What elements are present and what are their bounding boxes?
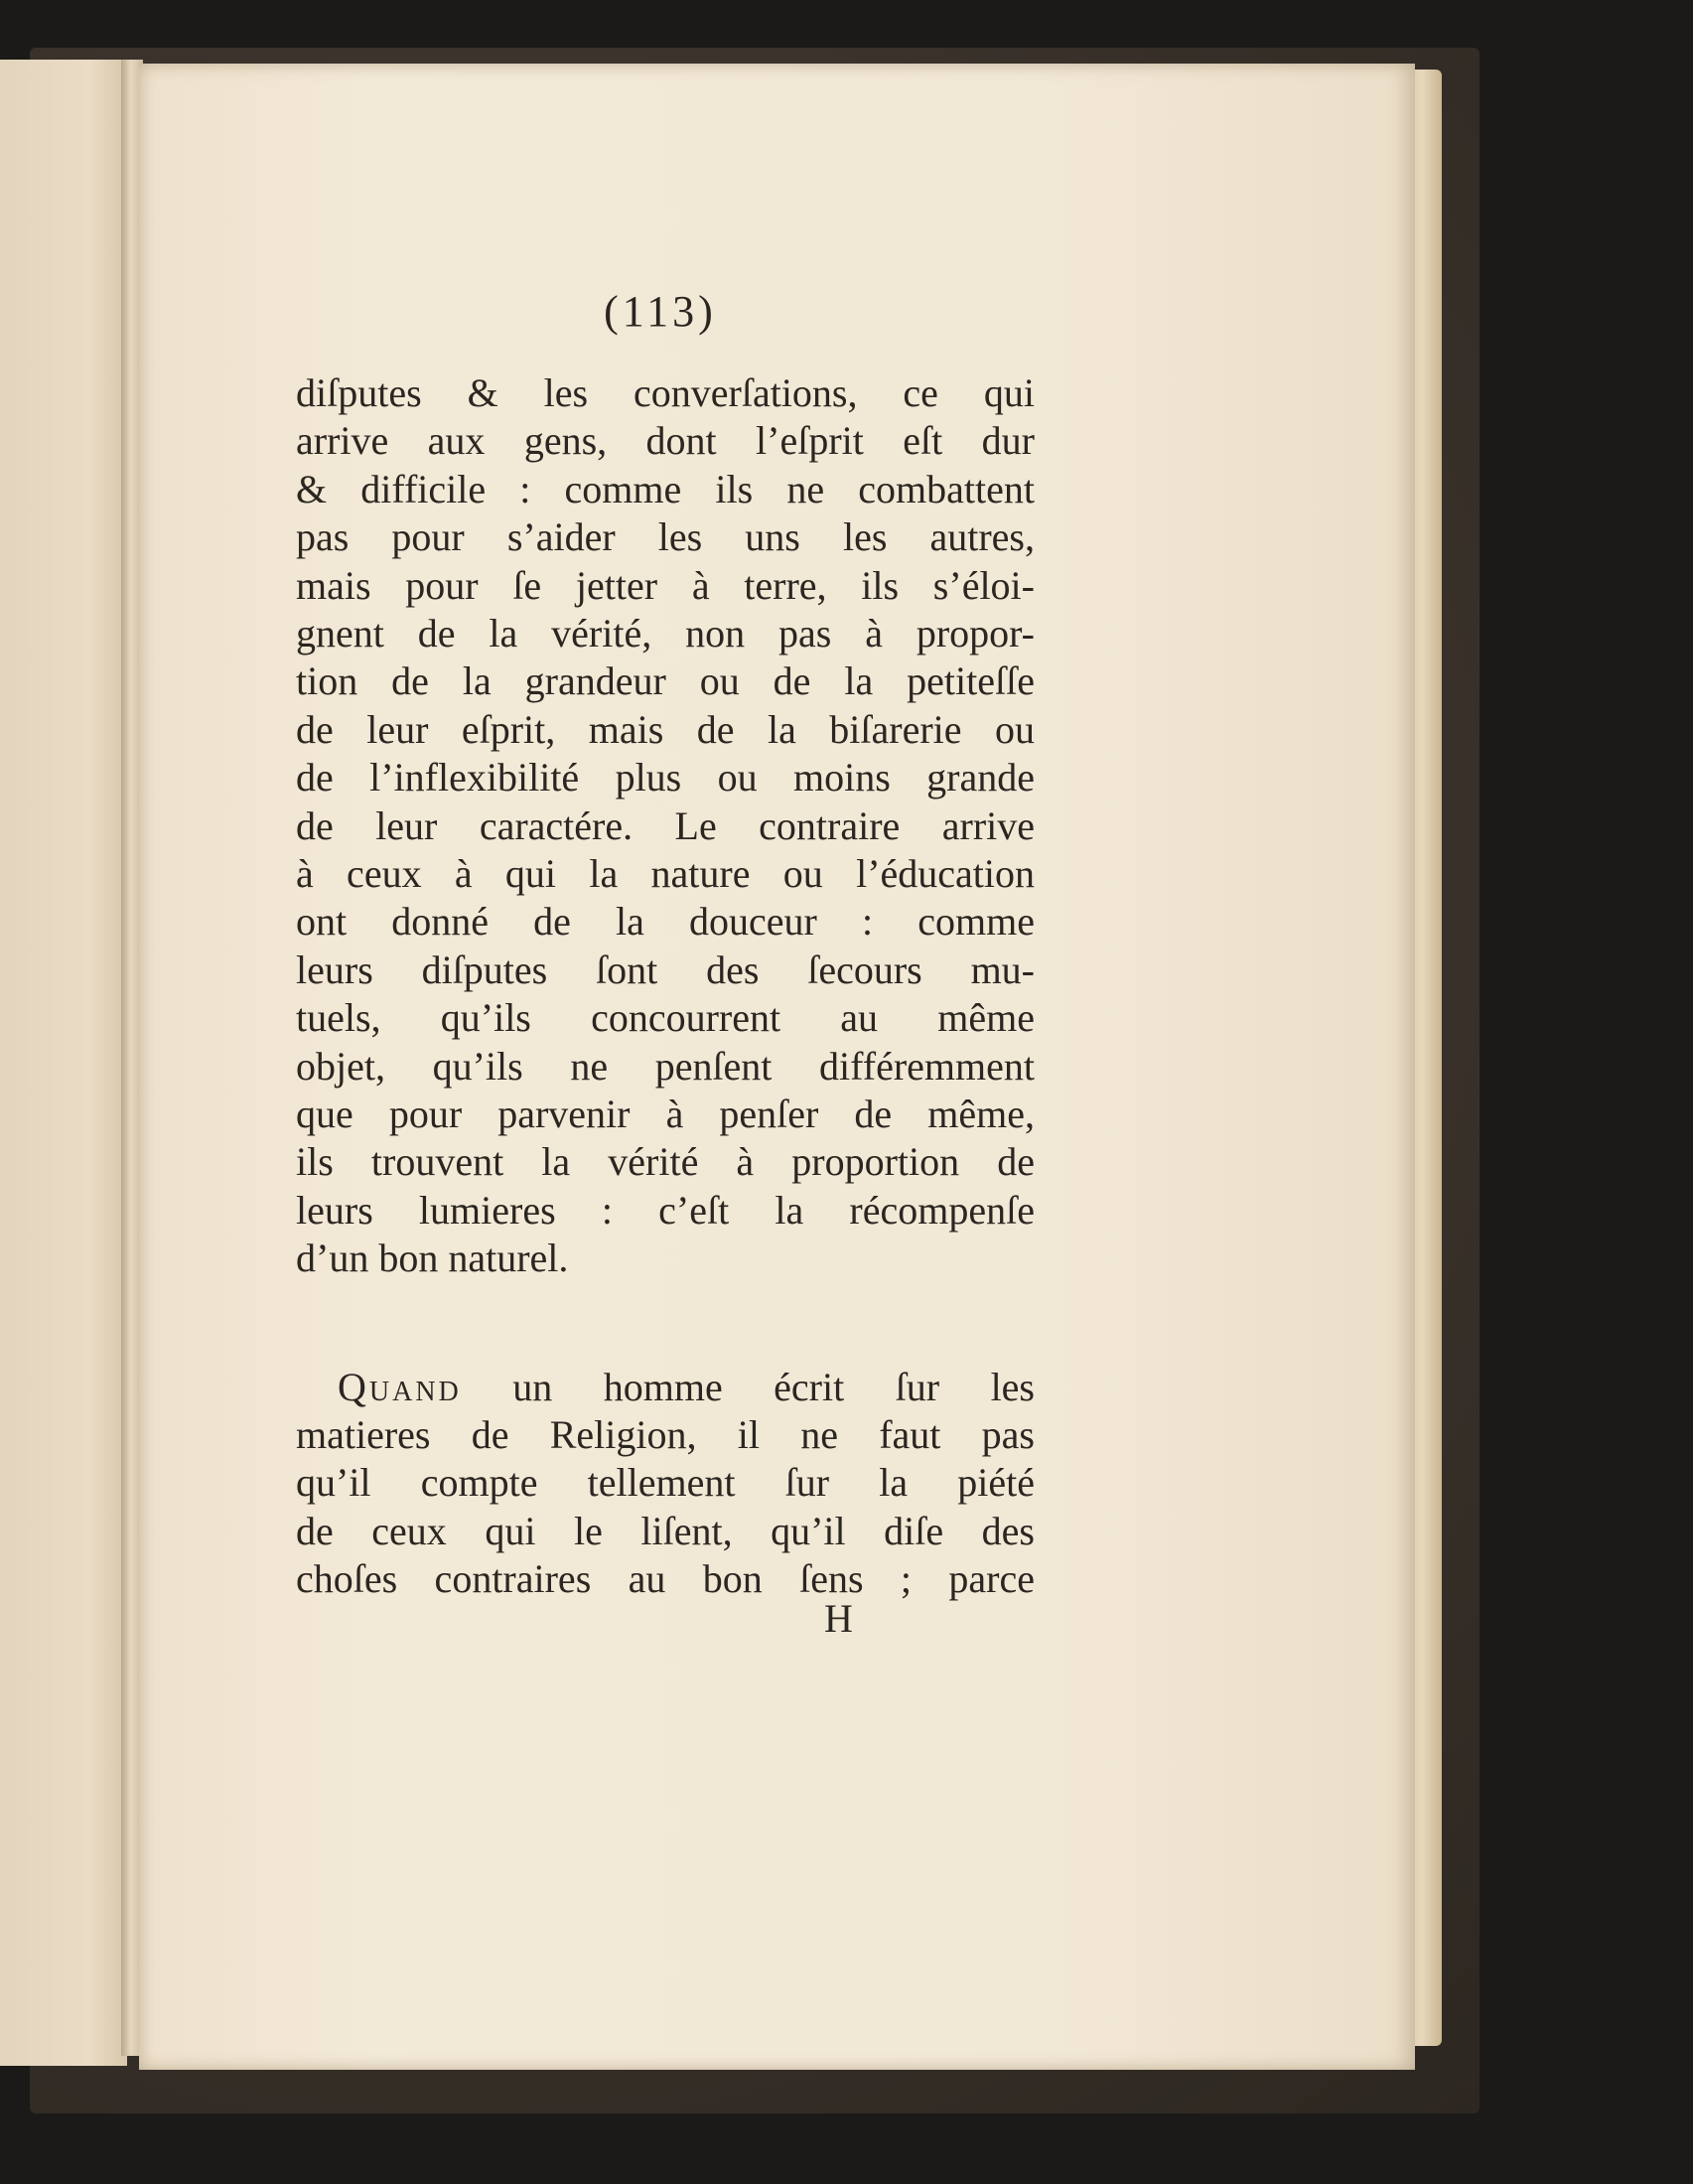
text-line: choſes contraires au bon ſens ; parce	[296, 1556, 1035, 1602]
drop-word: Quand	[338, 1365, 462, 1409]
text-line: de leur eſprit, mais de la biſarerie ou	[296, 706, 1035, 752]
text-line: d’un bon naturel.	[296, 1236, 569, 1281]
text-line: pas pour s’aider les uns les autres,	[296, 514, 1035, 560]
text-line: de leur caractére. Le contraire arrive	[296, 802, 1035, 848]
signature-mark: H	[824, 1596, 853, 1641]
text-line: mais pour ſe jetter à terre, ils s’éloi-	[296, 562, 1035, 608]
text-line: gnent de la vérité, non pas à propor-	[296, 611, 1035, 655]
text-line: qu’il compte tellement ſur la piété	[296, 1460, 1035, 1506]
text-line: arrive aux gens, dont l’eſprit eſt dur	[296, 418, 1035, 464]
text-line: tuels, qu’ils concourrent au même	[296, 995, 1035, 1041]
text-line: matieres de Religion, il ne faut pas	[296, 1412, 1035, 1457]
text-line: leurs diſputes ſont des ſecours mu-	[296, 946, 1035, 992]
text-line: ont donné de la douceur : comme	[296, 899, 1035, 945]
text-line: à ceux à qui la nature ou l’éducation	[296, 851, 1035, 896]
text-line: de ceux qui le liſent, qu’il diſe des	[296, 1508, 1035, 1553]
text-line: leurs lumieres : c’eſt la récompenſe	[296, 1187, 1035, 1233]
text-line: ils trouvent la vérité à proportion de	[296, 1139, 1035, 1185]
text-line: objet, qu’ils ne penſent différemment	[296, 1043, 1035, 1089]
text-line: que pour parvenir à penſer de même,	[296, 1092, 1035, 1136]
left-facing-page	[0, 60, 127, 2066]
text-line: diſputes & les converſations, ce qui	[296, 370, 1035, 415]
text-line: de l’inflexibilité plus ou moins grande	[296, 755, 1035, 801]
first-line-rest: un homme écrit ſur les	[512, 1365, 1036, 1409]
page-number: (113)	[604, 287, 717, 336]
text-line: tion de la grandeur ou de la petiteſſe	[296, 658, 1035, 704]
paragraph-2-first-line	[338, 1364, 1035, 1411]
text-line: & difficile : comme ils ne combattent	[296, 466, 1035, 511]
